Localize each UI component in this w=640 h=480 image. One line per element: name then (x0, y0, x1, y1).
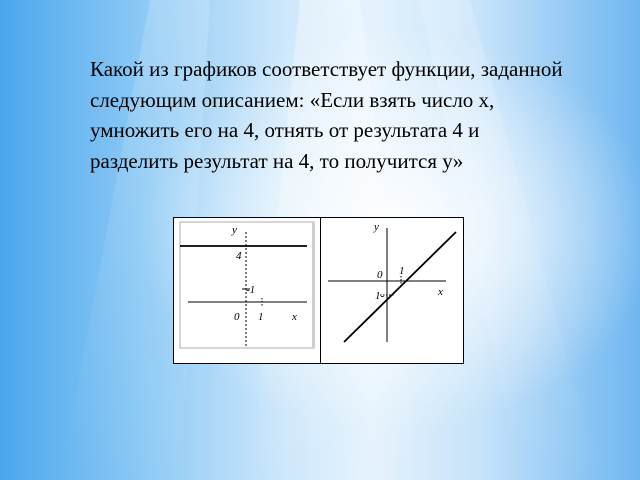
question-text: Какой из графиков соответствует функции, заданной следующим описанием: «Если взять число x, умножить его на 4, отнять от результата 4 и разделить результат на 4, то получится y» (90, 57, 563, 173)
right-label-minus-one: 1- (375, 290, 385, 302)
graph-right (320, 218, 463, 363)
left-y-axis-label: y (232, 224, 237, 236)
left-x-axis-label: x (292, 311, 297, 323)
graph-left (174, 218, 320, 363)
right-x-axis-label: x (438, 286, 443, 298)
right-y-axis-label: y (374, 221, 379, 233)
left-label-zero: 0 (234, 311, 240, 323)
left-label-four: 4 (236, 250, 242, 262)
left-label-one: 1 (258, 311, 264, 323)
graph-left-panel (174, 218, 321, 363)
graphs-figure (173, 217, 464, 364)
left-label-minus-one: -1 (246, 284, 256, 296)
right-label-one: 1 (399, 265, 405, 277)
graph-right-panel (320, 218, 463, 363)
right-label-zero: 0 (377, 269, 383, 281)
